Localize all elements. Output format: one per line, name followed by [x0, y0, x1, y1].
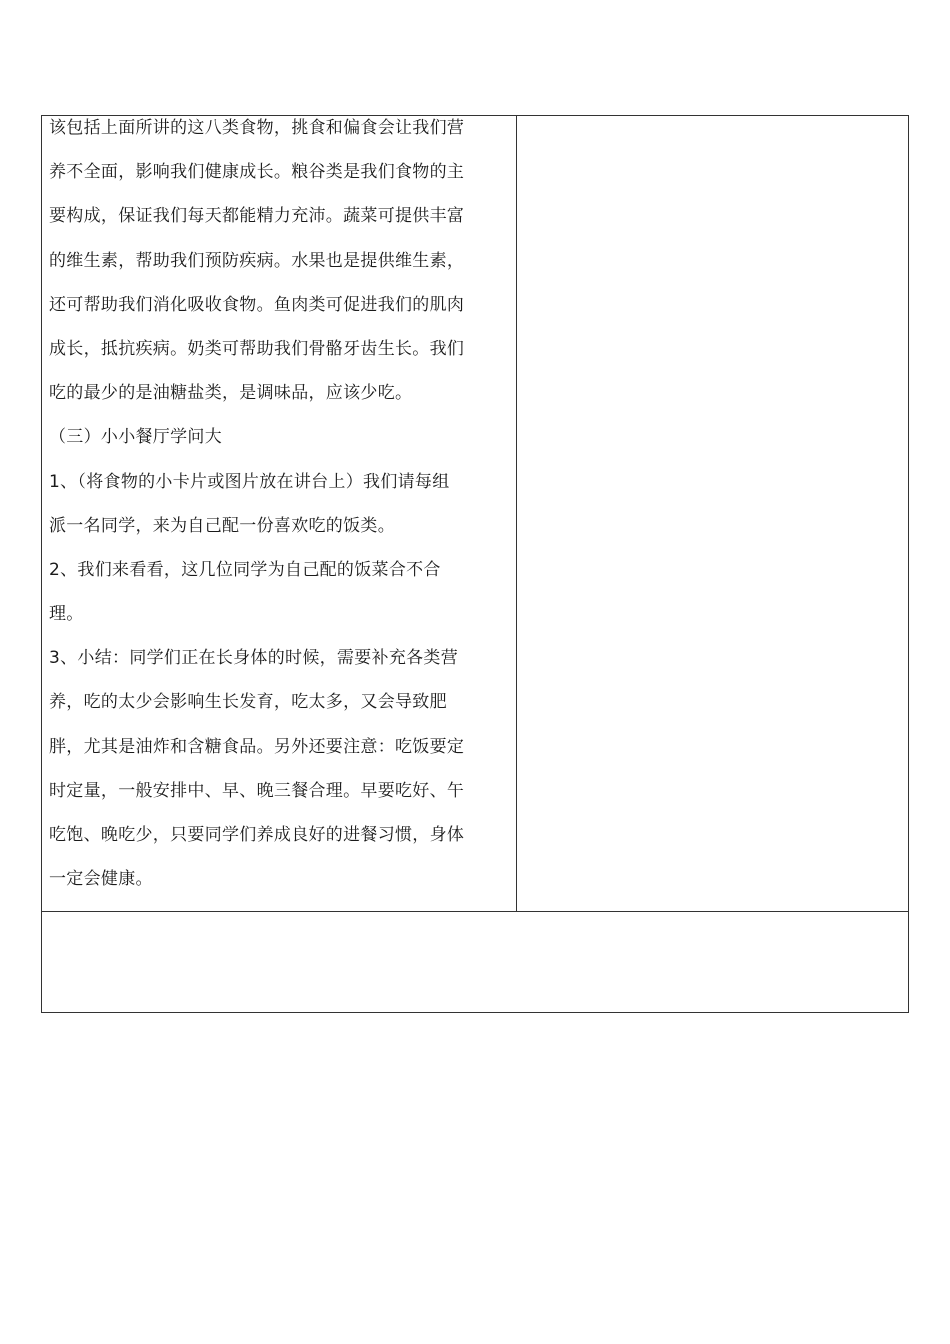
lesson-text [42, 116, 516, 911]
lesson-text-cell [42, 116, 517, 912]
text-line: 3、小结：同学们正在长身体的时候，需要补充各类营 [49, 648, 459, 669]
content-row [42, 116, 909, 912]
text-line: 时定量，一般安排中、早、晚三餐合理。早要吃好、午 [49, 780, 465, 801]
text-line: 胖，尤其是油炸和含糖食品。另外还要注意：吃饭要定 [49, 736, 465, 757]
text-line: 吃的最少的是油糖盐类，是调味品，应该少吃。 [49, 383, 413, 404]
text-line: 养，吃的太少会影响生长发育，吃太多，又会导致肥 [49, 692, 447, 713]
text-line: 的维生素，帮助我们预防疾病。水果也是提供维生素， [49, 250, 465, 271]
text-line: 成长，抵抗疾病。奶类可帮助我们骨骼牙齿生长。我们 [49, 338, 465, 359]
text-line: 吃饱、晚吃少，只要同学们养成良好的进餐习惯，身体 [49, 825, 465, 845]
empty-bottom-cell [42, 912, 909, 1013]
text-line: 2、我们来看看，这几位同学为自己配的饭菜合不合 [49, 559, 441, 580]
text-line: 养不全面，影响我们健康成长。粮谷类是我们食物的主 [49, 162, 465, 183]
bottom-row [42, 912, 909, 1013]
section-heading: （三）小小餐厅学问大 [49, 427, 222, 448]
text-line: 还可帮助我们消化吸收食物。鱼肉类可促进我们的肌肉 [49, 294, 465, 315]
text-line: 1、（将食物的小卡片或图片放在讲台上）我们请每组 [49, 471, 450, 492]
lesson-table [41, 115, 909, 1013]
empty-notes-cell [517, 116, 909, 912]
text-line: 理。 [49, 604, 84, 625]
text-line: 派一名同学，来为自己配一份喜欢吃的饭类。 [49, 515, 395, 536]
text-line: 一定会健康。 [49, 869, 153, 890]
text-line: 要构成，保证我们每天都能精力充沛。蔬菜可提供丰富 [49, 206, 465, 227]
text-line: 该包括上面所讲的这八类食物，挑食和偏食会让我们营 [49, 118, 465, 138]
